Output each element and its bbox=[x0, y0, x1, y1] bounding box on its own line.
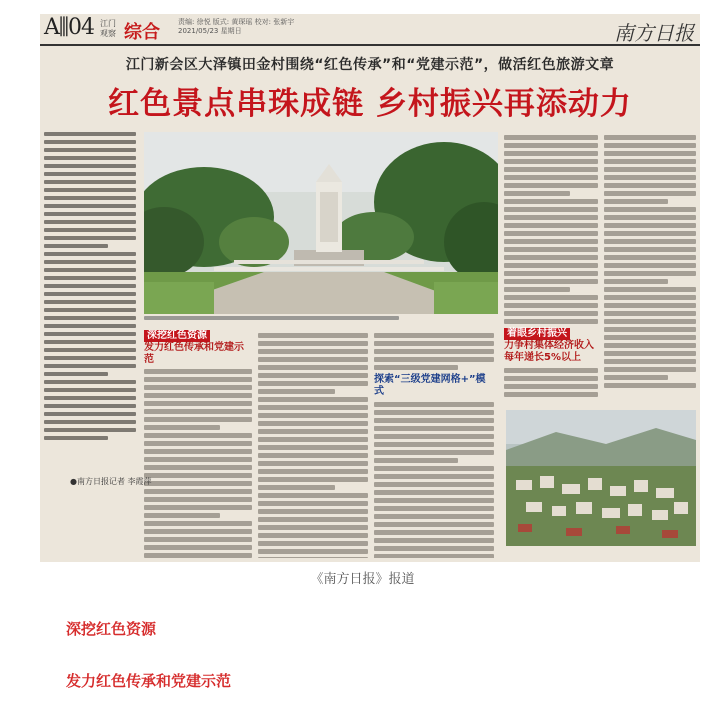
village-aerial-photo bbox=[506, 410, 696, 546]
section2-title: 探索“三级党建网格+”模式 bbox=[374, 374, 486, 397]
article-byline: ●南方日报记者 李霞萍 bbox=[70, 477, 152, 486]
text-column-4 bbox=[504, 132, 598, 404]
section1-tag: 深挖红色资源 bbox=[144, 330, 210, 342]
section-name: 综合 bbox=[124, 22, 160, 43]
source-caption: 《南方日报》报道 bbox=[310, 572, 415, 587]
text-column-5 bbox=[604, 132, 696, 404]
section-tag: 江门观察 bbox=[100, 19, 116, 38]
section3-tag: 着眼乡村振兴 bbox=[504, 328, 570, 340]
text-column-3 bbox=[374, 330, 494, 558]
lead-column bbox=[44, 128, 136, 468]
heading-red-heritage: 发力红色传承和党建示范 bbox=[66, 672, 232, 690]
section1-heading bbox=[144, 330, 252, 366]
article-subheadline: 江门新会区大泽镇田金村围绕“红色传承”和“党建示范”，做活红色旅游文章 bbox=[125, 57, 615, 73]
page-number: A⫼04 bbox=[44, 15, 95, 40]
monument-photo bbox=[144, 132, 498, 314]
date-line: 2021/05/23 星期日 bbox=[178, 27, 242, 35]
photo-caption-lines bbox=[144, 316, 498, 322]
section1-title: 发力红色传承和党建示范 bbox=[144, 342, 244, 365]
editor-line: 责编: 徐悦 版式: 黄琛瑶 校对: 张新宇 bbox=[178, 18, 295, 26]
section3-title: 力争村集体经济收入每年递长5%以上 bbox=[504, 340, 594, 363]
editor-info bbox=[178, 18, 294, 36]
heading-deep-red-resources: 深挖红色资源 bbox=[66, 620, 157, 638]
newspaper-scan bbox=[40, 14, 700, 562]
paper-logo: 南方日报 bbox=[614, 21, 694, 45]
text-column-2 bbox=[258, 330, 368, 558]
article-headline: 红色景点串珠成链 乡村振兴再添动力 bbox=[108, 86, 632, 122]
section3-heading bbox=[504, 328, 598, 364]
text-column-1 bbox=[144, 330, 252, 558]
masthead bbox=[40, 14, 700, 46]
